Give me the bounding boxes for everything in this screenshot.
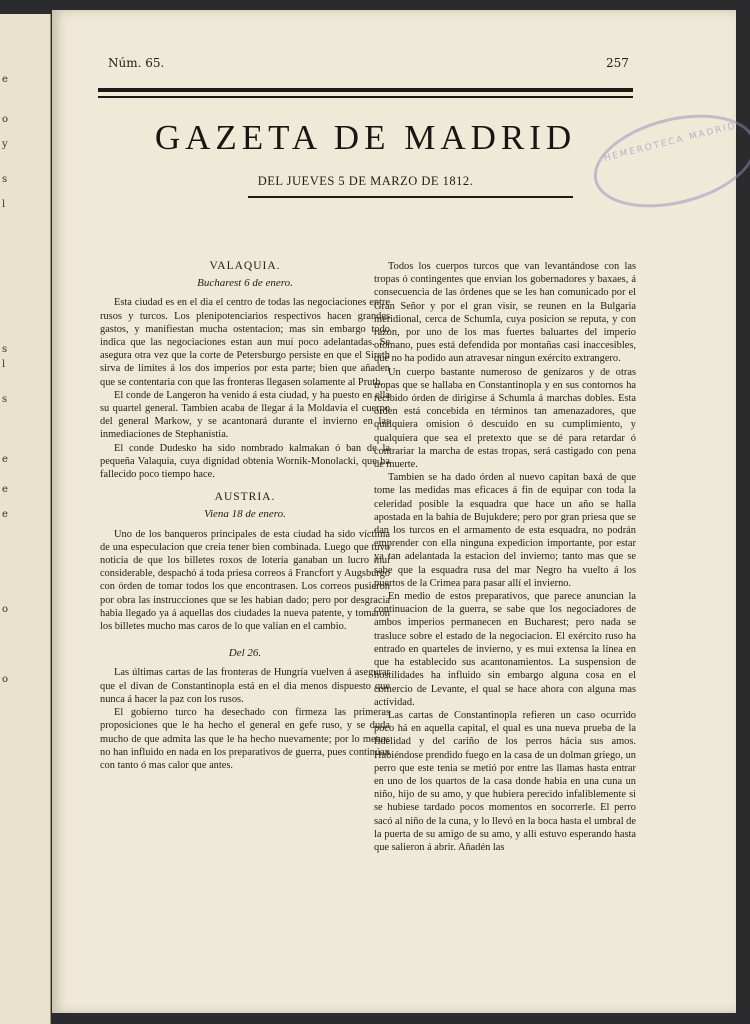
top-rule-thick	[98, 88, 633, 92]
left-page-edge	[0, 14, 51, 1024]
section-gap	[100, 481, 390, 491]
section-gap	[100, 633, 390, 643]
newspaper-page	[52, 10, 736, 1013]
dateline-rule	[248, 196, 573, 198]
right-column	[374, 260, 636, 854]
article-paragraph: Uno de los banqueros principales de esta ciudad ha sido víctima de una especulacion que creia tener bien combinada. Luego que tuvo noticia de que los billetes roxos de lotería ganaban un lucro mui considerable, despachó á toda priesa correos á Francfort y Augsburgo con órden de tomar todos los que encontrasen. Los correos pusieron por obra las instrucciones que se les habian dado; pero por desgracia habia llegado ya á aquellas dos ciudades la nueva patente, y tomaron los billetes mucho mas caros de lo que valian en el cambio.	[100, 528, 390, 633]
left-page-letter: l	[2, 359, 6, 370]
stamp-text: HEMEROTECA MADRID	[603, 121, 738, 164]
left-column	[100, 260, 390, 782]
article-paragraph: Las cartas de Constantinopla refieren un caso ocurrido poco há en aquella capital, el qual es una nueva prueba de la fidelidad y del cariño de los perros hácia sus amos. Habiéndose prendido fuego en la casa de un dolman griego, un perro que este tenia se metió por entre las llamas hasta entrar en uno de los quartos de la casa donde habia en una cuna un niño, hijo de su amo, y que hubiera perecido infaliblemente si se hubiese tardado pocos momentos en socorrerle. El perro sacó al niño de la cuna, y lo llevó en la boca hasta el umbral de la puerta de su amigo de su amo, y allí estuvo esperando hasta que salieron á abrir. Añadén las	[374, 709, 636, 853]
dateline-place: Bucharest 6 de enero.	[197, 277, 293, 290]
section-title: VALAQUIA.	[209, 260, 281, 272]
masthead-title: GAZETA DE MADRID	[154, 118, 577, 157]
article-paragraph: Todos los cuerpos turcos que van levantándose con las tropas ó contingentes que envian los gobernadores y baxaes, á consecuencia de las órdenes que se les han comunicado por el Gran Señor y por el gran visir, se reunen en la Bulgaria meridional, cerca de Schumla, cuya posicion se reputa, y con razon, por uno de los mas fuertes baluartes del imperio otomano, pues está defendida por montañas casi inaccesibles, que no ha podido aun atravesar ningun exército extrangero.	[374, 261, 636, 365]
issue-number: Núm. 65.	[108, 56, 165, 70]
section-title: AUSTRIA.	[214, 491, 276, 504]
article-paragraph: El conde de Langeron ha venido á esta ciudad, y ha puesto en ella su quartel general. Tambien acaba de llegar á la Moldavia el cuerpo del general Markow, y se acantonará durante el invierno en las inmediaciones de Stephanistia.	[100, 389, 390, 441]
article-paragraph: Las últimas cartas de las fronteras de Hungría vuelven á asegurar que el divan de Constantinopla está en el dia menos dispuesto que nunca á hacer la paz con los rusos.	[100, 667, 390, 705]
top-rule-thin	[98, 96, 633, 98]
left-page-letter: e	[2, 484, 8, 495]
left-page-letter: e	[2, 509, 8, 520]
article-paragraph: Tambien se ha dado órden al nuevo capitan baxá de que tome las medidas mas eficaces á fin de equipar con toda la celeridad posible la esquadra que hace un año se halla apostada en la bahía de Bujukdere; pero por gran priesa que se dan los turcos en el armamento de esta esquadra, no podrán emprender con ella ninguna expedicion importante, por estar ya tan adelantada la estacion del invierno; tanto mas que se sabe que la esquadra rusa del mar Negro ha vuelto á los puertos de la Crimea para pasar allí el invierno.	[374, 472, 636, 589]
left-page-letter: o	[2, 604, 9, 615]
article-paragraph: Esta ciudad es en el dia el centro de todas las negociaciones entre rusos y turcos. Los plenipotenciarios respectivos hacen grandes gastos, y manifiestan mucha ostentacion; mas sin embargo todo indica que las negociaciones estan aun muí poco adelantadas. Se asegura otra vez que la corte de Petersburgo persiste en que el Sireth sirva de límites á los dos imperios por esta parte; bien que añaden que se contentaria con que las fronteras llegasen solamente al Pruth.	[100, 297, 390, 388]
dateline-place: Del 26.	[228, 647, 262, 660]
left-page-letter: s	[2, 344, 8, 355]
left-page-letter: l	[2, 199, 6, 210]
left-page-letter: s	[2, 174, 8, 185]
article-paragraph: En medio de estos preparativos, que parece anuncian la continuacion de la guerra, se sabe que los negociadores de ambos imperios permanecen en Bucharest; pero nada se trasluce sobre el estado de la negociacion. El exército ruso ha entrado en quarteles de invierno, y es mui extensa la línea en que ha establecido sus acantonamientos. La suspension de hostilidades ha influido sin embargo alguna cosa en el comercio de Levante, el qual se hace ahora con alguna mas actividad.	[374, 591, 636, 708]
article-paragraph: El conde Dudesko ha sido nombrado kalmakan ó ban de la pequeña Valaquia, cuya dignidad obtenia Wornik-Monolacki, que ha fallecido poco tiempo hace.	[100, 442, 390, 481]
dateline: DEL JUEVES 5 DE MARZO DE 1812.	[257, 174, 474, 188]
left-page-letter: y	[2, 139, 8, 150]
section-gap	[100, 772, 390, 782]
left-page-letter: o	[2, 114, 9, 125]
page-number: 257	[606, 56, 629, 70]
left-page-letter: e	[2, 454, 8, 465]
dateline-place: Viena 18 de enero.	[204, 508, 286, 521]
left-page-letter: o	[2, 674, 9, 685]
left-page-letter: s	[2, 394, 8, 405]
left-page-letter: e	[2, 74, 8, 85]
article-paragraph: El gobierno turco ha desechado con firmeza las primeras proposiciones que le ha hecho el general en gefe ruso, y se duda mucho de que admita las que le ha hecho nuevamente; por lo menos no han influido en nada en los preparativos de guerra, pues continúan con tanto ó mas calor que antes.	[100, 707, 390, 771]
article-paragraph: Un cuerpo bastante numeroso de genízaros y de otras tropas que se hallaba en Constantinopla y en sus contornos ha recibido órden de dirigirse á Schumla á marchas dobles. Esta órden está concebida en términos tan amenazadores, que qualquiera omision ó descuido en su cumplimiento, y qualquiera que sea el pretexto que se dé para retardar ó contrariar la marcha de estas tropas, será castigado con pena de muerte.	[374, 366, 636, 471]
